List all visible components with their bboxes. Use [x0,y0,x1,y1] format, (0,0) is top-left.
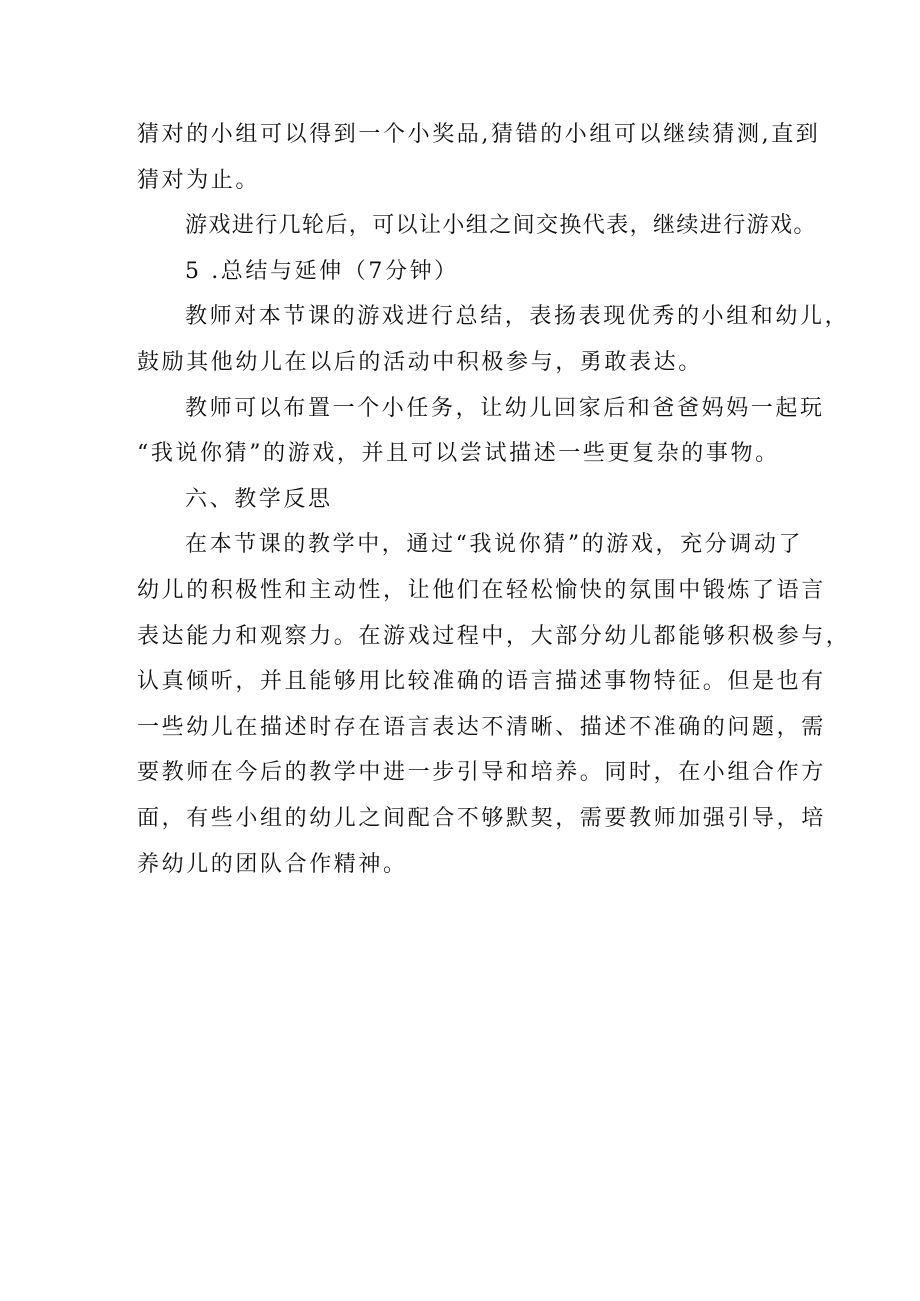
paragraph-line: 要教师在今后的教学中进一步引导和培养。同时，在小组合作方 [137,760,826,786]
paragraph-line: “我说你猜”的游戏，并且可以尝试描述一些更复杂的事物。 [137,441,780,467]
paragraph-line: 猜对的小组可以得到一个小奖品,猜错的小组可以继续猜测,直到 [137,122,821,147]
paragraph-line: 面，有些小组的幼儿之间配合不够默契，需要教师加强引导，培 [137,805,826,831]
document-page [137,112,851,887]
paragraph-line: 教师对本节课的游戏进行总结，表扬表现优秀的小组和幼儿， [185,304,850,330]
paragraph-line: 在本节课的教学中，通过“我说你猜”的游戏，充分调动了 [185,532,804,558]
paragraph-line: 教师可以布置一个小任务，让幼儿回家后和爸爸妈妈一起玩 [185,395,825,421]
section-heading: 5 .总结与延伸（7分钟） [185,258,459,284]
paragraph-line: 鼓励其他幼儿在以后的活动中积极参与，勇敢表达。 [137,349,703,375]
paragraph-line: 认真倾听，并且能够用比较准确的语言描述事物特征。但是也有 [137,669,826,695]
paragraph-line: 表达能力和观察力。在游戏过程中，大部分幼儿都能够积极参与， [137,623,851,649]
paragraph-line: 游戏进行几轮后，可以让小组之间交换代表，继续进行游戏。 [185,213,817,239]
section-heading: 六、教学反思 [185,486,333,512]
paragraph-line: 养幼儿的团队合作精神。 [137,851,408,877]
paragraph-line: 一些幼儿在描述时存在语言表达不清晰、描述不准确的问题，需 [137,714,826,740]
paragraph-line: 猜对为止。 [137,167,261,193]
paragraph-line: 幼儿的积极性和主动性，让他们在轻松愉快的氛围中锻炼了语言 [137,577,826,603]
